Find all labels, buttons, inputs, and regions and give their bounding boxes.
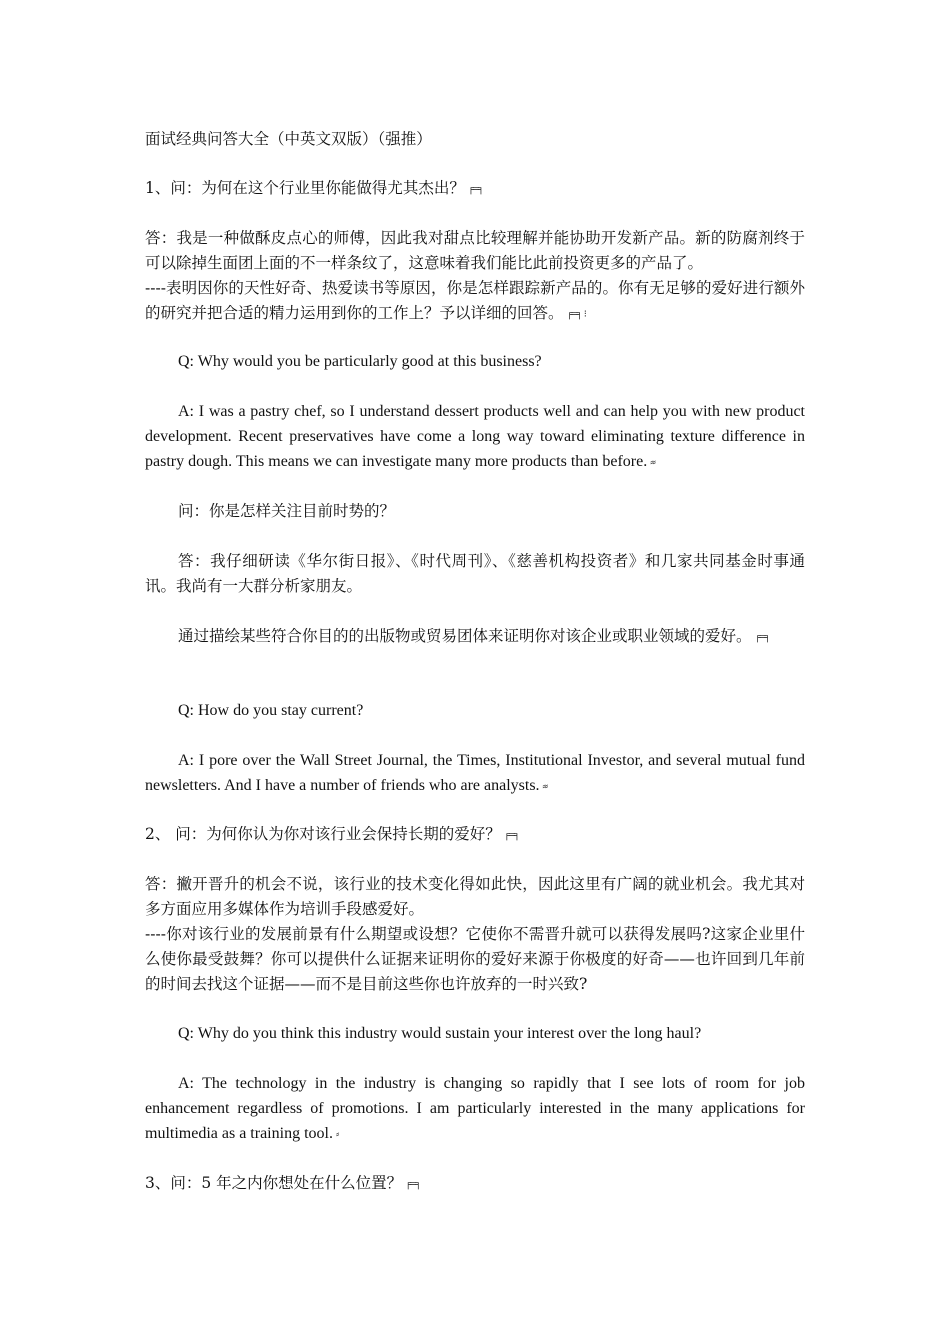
document-title: 面试经典问答大全（中英文双版）（强推）: [145, 130, 432, 148]
question-1-en: Q: Why would you be particularly good at this business?: [178, 353, 542, 370]
question-3-cn: 3、问：5 年之内你想处在什么位置？ ╒═╕: [145, 1171, 805, 1197]
answer-1-en: A: I was a pastry chef, so I understand dessert products well and can help you with new product development. Recent preservatives have come a long way toward eliminating texture difference in pastry dough. This means we can investigate many more products than before. ⸗⸗: [145, 399, 805, 475]
answer-1b-en: A: I pore over the Wall Street Journal, the Times, Institutional Investor, and several mutual fund newsletters. And I have a number of friends who are analysts. ⸗⸗: [145, 748, 805, 799]
question-1b-cn: 问：你是怎样关注目前时势的？: [178, 502, 396, 520]
line-end-mark-icon: ⸗⸗: [542, 780, 548, 792]
paragraph-mark-icon: ╒═╕: [503, 829, 519, 841]
paragraph-mark-icon: ╒═╕: [467, 183, 483, 195]
question-2-cn: 2、 问：为何你认为你对该行业会保持长期的爱好？ ╒═╕: [145, 822, 805, 848]
tip-1b-cn: 通过描绘某些符合你目的的出版物或贸易团体来证明你对该企业或职业领域的爱好。 ╒═╕: [145, 624, 805, 650]
question-1b-en: Q: How do you stay current?: [178, 702, 364, 719]
answer-2-cn: 答：撇开晋升的机会不说，该行业的技术变化得如此快，因此这里有广阔的就业机会。我尤其对多方面应用多媒体作为培训手段感爱好。 ----你对该行业的发展前景有什么期望或设想？它使你不需晋升就可以获得发展吗?这家企业里什么使你最受鼓舞？你可以提供什么证据来证明你的爱好来源于你极度的好奇——也许回到几年前的时间去找这个证据——而不是目前这些你也许放弃的一时兴致?: [145, 875, 805, 993]
paragraph-mark-icon: ╒═╕ ⁝: [566, 308, 586, 320]
question-2-en: Q: Why do you think this industry would sustain your interest over the long haul?: [178, 1025, 702, 1042]
paragraph-mark-icon: ╒═╕: [405, 1178, 421, 1190]
answer-2-en: A: The technology in the industry is changing so rapidly that I see lots of room for job enhancement regardless of promotions. I am particularly interested in the many applications for multimedia as a training tool. ⸗: [145, 1071, 805, 1147]
line-end-mark-icon: ⸗⸗: [650, 456, 655, 468]
line-end-mark-icon: ⸗: [335, 1128, 339, 1140]
answer-1b-cn: 答：我仔细研读《华尔街日报》、《时代周刊》、《慈善机构投资者》和几家共同基金时事通讯。我尚有一大群分析家朋友。: [145, 552, 805, 595]
question-1-cn: 1、问：为何在这个行业里你能做得尤其杰出？ ╒═╕: [145, 176, 805, 202]
answer-1-cn: 答：我是一种做酥皮点心的师傅，因此我对甜点比较理解并能协助开发新产品。新的防腐剂终于可以除掉生面团上面的不一样条纹了，这意味着我们能比此前投资更多的产品了。 ----表明因你的天性好奇、热爱读书等原因，你是怎样跟踪新产品的。你有无足够的爱好进行额外的研究并把合适的精力运用到你的工作上？予以详细的回答。 ╒═╕ ⁝: [145, 226, 805, 327]
paragraph-mark-icon: ╒═╕: [754, 631, 770, 643]
